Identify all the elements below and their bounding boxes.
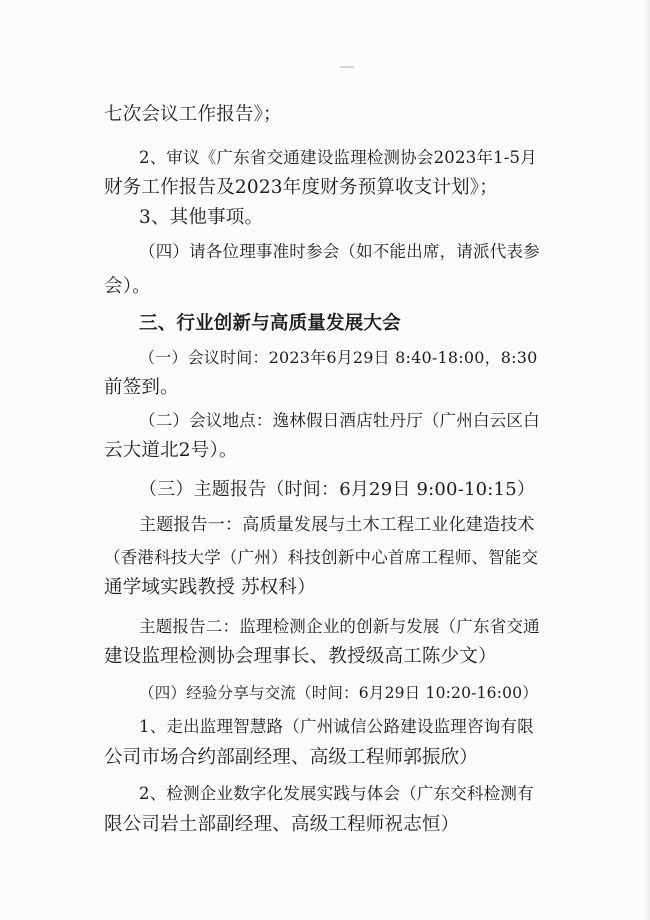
scan-mark (340, 66, 354, 68)
text-line: 3、其他事项。 (139, 207, 264, 228)
text-line: 限公司岩土部副经理、高级工程师祝志恒） (104, 814, 460, 835)
text-line: 建设监理检测协会理事长、教授级高工陈少文） (104, 646, 497, 667)
text-line: 云大道北2号）。 (104, 440, 238, 461)
text-line: （二）会议地点：逸林假日酒店牡丹厅（广州白云区白 (139, 411, 540, 430)
section-heading: 三、行业创新与高质量发展大会 (139, 313, 401, 334)
text-line: 财务工作报告及2023年度财务预算收支计划》； (104, 177, 498, 198)
text-line: （四）经验分享与交流（时间：6月29日 10:20-16:00） (139, 684, 538, 702)
text-line: 主题报告一：高质量发展与土木工程工业化建造技术 (139, 515, 535, 535)
page-edge-shadow (644, 0, 650, 920)
text-line: 通学域实践教授 苏权科） (104, 577, 316, 598)
text-line: （香港科技大学（广州）科技创新中心首席工程师、智能交 (104, 548, 539, 567)
text-line: 2、审议《广东省交通建设监理检测协会2023年1-5月 (139, 148, 537, 167)
text-line: 前签到。 (104, 377, 179, 398)
text-line: 公司市场合约部副经理、高级工程师郭振欣） (104, 747, 479, 768)
text-line: 1、走出监理智慧路（广州诚信公路建设监理咨询有限 (139, 717, 534, 736)
text-line: 主题报告二：监理检测企业的创新与发展（广东省交通 (139, 617, 540, 636)
text-line: 2、检测企业数字化发展实践与体会（广东交科检测有 (139, 784, 534, 803)
text-line: 会）。 (104, 276, 151, 297)
text-line: 七次会议工作报告》； (104, 104, 282, 125)
text-line: （三）主题报告（时间：6月29日 9:00-10:15） (139, 479, 536, 500)
text-line: （一）会议时间：2023年6月29日 8:40-18:00，8:30 (139, 348, 538, 367)
text-line: （四）请各位理事准时参会（如不能出席，请派代表参 (139, 242, 540, 261)
